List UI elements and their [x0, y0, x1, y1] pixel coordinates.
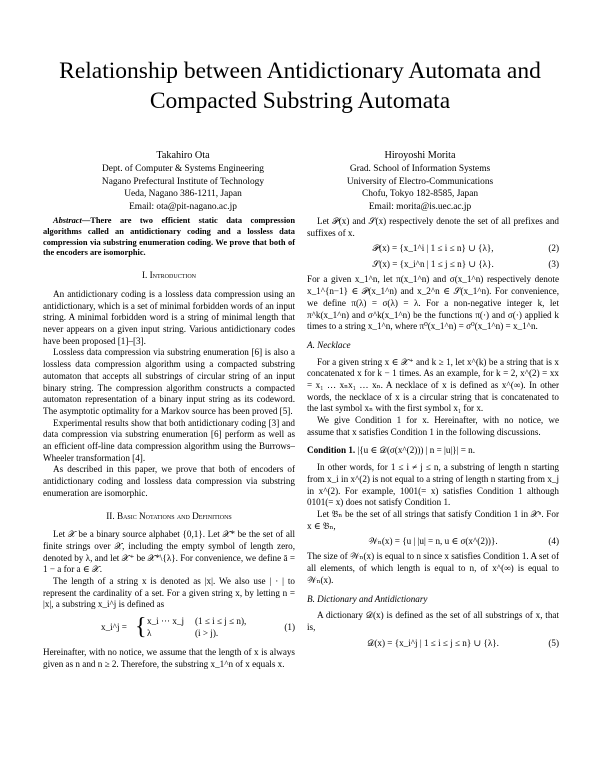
paragraph: Let 𝒳 be a binary source alphabet {0,1}. Let 𝒳* be the set of all finite strings over 𝒳, including the empty symbol of length zero, denoted by λ, and let 𝒳⁺ be 𝒳*\{λ}. For convenience, we define ā = 1 − a for a ∈ 𝒳.	[43, 529, 295, 575]
section-heading-notations: II. Basic Notations and Definitions	[106, 510, 232, 521]
author-affiliation: Dept. of Computer & Systems Engineering	[102, 164, 264, 175]
paragraph: The length of a string x is denoted as |x|. We also use | · | to represent the cardinality of a set. For a given string x, by letting n = |x|, a substring x_i^j is defined as	[43, 576, 295, 610]
equation-number: (2)	[548, 243, 559, 254]
equation-number: (3)	[548, 259, 559, 270]
equation-5	[307, 637, 559, 650]
author-name: Takahiro Ota	[156, 150, 210, 161]
paragraph: Experimental results show that both antidictionary coding [3] and data compression via substring enumeration [6] perform as well as an efficient off-line data compression algorithm using the Burrows–Wheeler transformation [4].	[43, 417, 295, 463]
left-column	[43, 216, 295, 671]
equation-condition: (i > j).	[195, 628, 219, 639]
author-address: Ueda, Nagano 386-1211, Japan	[124, 189, 242, 200]
right-column	[307, 216, 559, 653]
paragraph: Let 𝒫(x) and 𝒮(x) respectively denote the set of all prefixes and suffixes of x.	[307, 216, 559, 238]
author-affiliation: Grad. School of Information Systems	[349, 164, 491, 175]
author-name: Hiroyoshi Morita	[384, 150, 456, 161]
paragraph: In other words, for 1 ≤ i ≠ j ≤ n, a substring of length n starting from x_i in x^(2) is not equal to a string of length n starting from x_j in x^(2). For example, 1001(= x) satisfies Condition 1 although 0101(= x) does not satisfy Condition 1.	[307, 462, 559, 508]
author-email: Email: ota@pit-nagano.ac.jp	[129, 201, 237, 212]
equation-case: x_i ··· x_j	[147, 616, 184, 627]
equation-1	[43, 616, 295, 642]
paragraph: For a given string x ∈ 𝒳⁺ and k ≥ 1, let x^(k) be a string that is x concatenated x for k − 1 times. As an example, for k = 2, x^(2) = xx = x₁ … xₙx₁ … xₙ. A necklace of x is defined as x^(∞). In other words, the necklace of x is a circular string that is concatenated to the last symbol xₙ with the first symbol x₁ for x.	[307, 356, 559, 414]
equation-body: 𝒫(x) = {x_1^i | 1 ≤ i ≤ n} ∪ {λ},	[372, 243, 494, 254]
paragraph: The size of 𝒲ₙ(x) is equal to n since x satisfies Condition 1. A set of all elements, of which length is equal to n, of x^(∞) is equal to 𝒲ₙ(x).	[307, 551, 559, 585]
subsection-heading-dictionary: B. Dictionary and Antidictionary	[307, 593, 428, 604]
equation-3	[307, 258, 559, 271]
equation-4	[307, 535, 559, 548]
condition-1	[307, 445, 559, 457]
paragraph: Let 𝔅ₙ be the set of all strings that satisfy Condition 1 in 𝒳ⁿ. For x ∈ 𝔅ₙ,	[307, 509, 559, 531]
condition-label: Condition 1.	[307, 444, 356, 455]
equation-lhs: x_i^j =	[101, 622, 127, 633]
equation-number: (4)	[548, 536, 559, 547]
author-block-2	[300, 150, 540, 213]
equation-condition: (1 ≤ i ≤ j ≤ n),	[195, 616, 247, 627]
paragraph: A dictionary 𝒟(x) is defined as the set of all substrings of x, that is,	[307, 610, 559, 632]
equation-body: 𝒟(x) = {x_i^j | 1 ≤ i ≤ j ≤ n} ∪ {λ}.	[367, 637, 499, 648]
author-institute: University of Electro-Communications	[346, 176, 494, 187]
brace-symbol: {	[135, 614, 147, 641]
author-institute: Nagano Prefectural Institute of Technology	[101, 176, 265, 187]
author-block-1	[63, 150, 303, 213]
section-heading-introduction: I. Introduction	[141, 270, 197, 281]
paragraph: An antidictionary coding is a lossless data compression using an antidictionary, which is a set of minimal forbidden words of an input string. A minimal forbidden word is a string of minimal length that never appears on a given input string. Various antidictionary codes have been proposed [1]–[3].	[43, 288, 295, 346]
author-email: Email: morita@is.uec.ac.jp	[368, 201, 472, 212]
paragraph: For a given x_1^n, let π(x_1^n) and σ(x_1^n) respectively denote x_1^{n−1} ∈ 𝒫(x_1^n) and x_2^n ∈ 𝒮(x_1^n). For convenience, we define π(λ) = σ(λ) = λ. For a non-negative integer k, let π^k(x_1^n) and σ^k(x_1^n) be the functions π(·) and σ(·) applied k times to a string x_1^n, where π⁰(x_1^n) = σ⁰(x_1^n) = x_1^n.	[307, 274, 559, 332]
equation-number: (5)	[548, 637, 559, 648]
author-address: Chofu, Tokyo 182-8585, Japan	[361, 189, 479, 200]
paragraph: We give Condition 1 for x. Hereinafter, with no notice, we assume that x satisfies Condition 1 in the following discussions.	[307, 415, 559, 437]
abstract-text: —There are two efficient static data compression algorithms called an antidictionary coding and a lossless data compression via substring enumeration coding. We prove that both of the encoders are isomorphic.	[43, 216, 295, 258]
equation-2	[307, 242, 559, 255]
paragraph: As described in this paper, we prove that both of encoders of antidictionary coding and lossless data compression via substring enumeration are isomorphic.	[43, 464, 295, 498]
abstract-label: Abstract	[53, 216, 82, 225]
paragraph: Lossless data compression via substring enumeration [6] is also a lossless data compression algorithm using a compacted substring automaton that accepts all substrings of circular string of an input binary string. The compression algorithm constructs a compacted automaton representation of a binary input string as its codeword. The asymptotic optimality for a Markov source has been proved [5].	[43, 347, 295, 416]
equation-body: 𝒮(x) = {x_i^n | 1 ≤ j ≤ n} ∪ {λ}.	[372, 259, 494, 270]
equation-body: 𝒲ₙ(x) = {u | |u| = n, u ∈ σ(x^(2))}.	[368, 536, 498, 547]
condition-text: |{u ∈ 𝒟(σ(x^(2))) | n = |u|}| = n.	[357, 444, 476, 455]
equation-case: λ	[147, 628, 152, 639]
paper-title: Relationship between Antidictionary Automata and Compacted Substring Automata	[59, 58, 541, 114]
abstract	[43, 216, 295, 259]
subsection-heading-necklace: A. Necklace	[307, 339, 351, 350]
paragraph: Hereinafter, with no notice, we assume that the length of x is always given as n and n ≥ 2. Therefore, the substring x_1^n of x equals x.	[43, 647, 295, 669]
equation-number: (1)	[284, 622, 295, 633]
